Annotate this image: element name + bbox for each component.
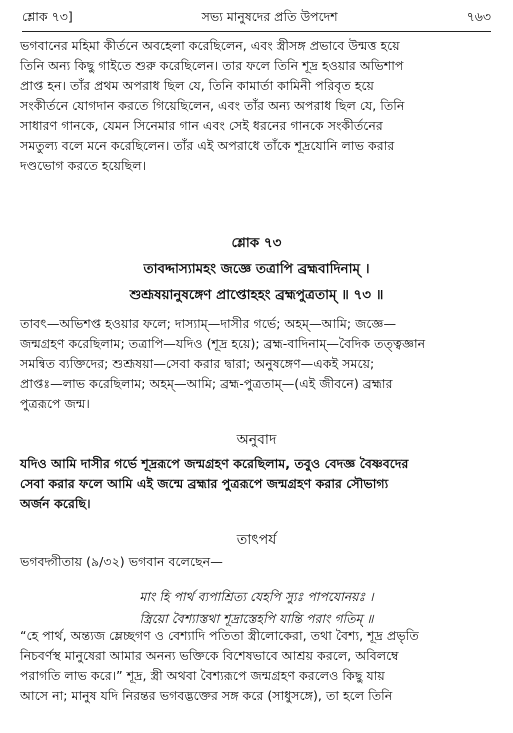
intro-line: প্রাপ্ত হন। তাঁর প্রথম অপরাধ ছিল যে, তিনি কামার্তা কামিনী পরিবৃত হয়ে (20, 78, 374, 93)
header-chapter-title: সভ্য মানুষদের প্রতি উপদেশ (201, 9, 338, 24)
intro-line: সাধারণ গানকে, যেমন সিনেমার গান এবং সেই ধরনের গানকে সংকীর্তনের (20, 118, 383, 133)
translation-title: অনুবাদ (236, 432, 277, 448)
verse-title: শ্লোক ৭৩ (231, 235, 282, 251)
verse-line-1: তাবদ্দাস্যামহং জজ্ঞে তত্রাপি ব্রহ্মবাদিনাম্ । (143, 261, 370, 277)
intro-line: দণ্ডভোগ করতে হয়েছিল। (20, 158, 147, 173)
gita-sloka-line-1: মাং হি পার্থ ব্যপাশ্রিত্য যেহপি স্যুঃ পাপযোনয়ঃ । (139, 588, 374, 604)
purport-title: তাৎপর্য (236, 532, 277, 548)
intro-line: সমতুল্য বলে মনে করেছিলেন। তাঁর এই অপরাধে তাঁকে শূদ্রযোনি লাভ করার (20, 138, 395, 153)
purport-lead: ভগবদ্গীতায় (৯/৩২) ভগবান বলেছেন— (20, 554, 223, 569)
translation-line: যদিও আমি দাসীর গর্ভে শূদ্ররূপে জন্মগ্রহণ করেছিলাম, তবুও বেদজ্ঞ বৈষ্ণবদের (20, 456, 409, 471)
purport-line: “হে পার্থ, অন্ত্যজ ম্লেচ্ছগণ ও বেশ্যাদি পতিতা স্ত্রীলোকেরা, তথা বৈশ্য, শূদ্র প্রভৃতি (20, 628, 419, 643)
gita-sloka-line-2: স্ত্রিয়ো বৈশ্যাস্তথা শূদ্রাস্তেহপি যান্তি পরাং গতিম্ ॥ (139, 610, 374, 626)
intro-line: তিনি অন্য কিছু গাইতে শুরু করেছিলেন। তার ফলে তিনি শূদ্র হওয়ার অভিশাপ (20, 58, 404, 73)
page-number: ৭৬৩ (466, 9, 491, 24)
purport-line: পরাগতি লাভ করে।” শূদ্র, স্ত্রী অথবা বৈশ্যরূপে জন্মগ্রহণ করলেও কিছু যায় (20, 668, 385, 683)
header-verse-ref: শ্লোক ৭৩] (22, 9, 73, 24)
synonyms-line: পুত্ররূপে জন্ম। (20, 396, 90, 411)
header-divider (22, 31, 491, 32)
translation-line: সেবা করার ফলে আমি এই জন্মে ব্রহ্মার পুত্ররূপে জন্মগ্রহণ করার সৌভাগ্য (20, 476, 389, 491)
synonyms-line: সমন্বিত ব্যক্তিদের; শুশ্রূষয়া—সেবা করার দ্বারা; অনুষঙ্গেণ—একই সময়ে; (20, 356, 375, 371)
synonyms-line: জন্মগ্রহণ করেছিলাম; তত্রাপি—যদিও (শূদ্র হয়ে); ব্রহ্ম-বাদিনাম্—বৈদিক তত্ত্বজ্ঞান (20, 336, 426, 351)
synonyms-line: প্রাপ্তঃ—লাভ করেছিলাম; অহম্—আমি; ব্রহ্ম-পুত্রতাম্—(এই জীবনে) ব্রহ্মার (20, 376, 393, 391)
translation-line: অর্জন করেছি। (20, 496, 91, 511)
purport-line: আসে না; মানুষ যদি নিরন্তর ভগবদ্ভক্তের সঙ্গ করে (সাধুসঙ্গে), তা হলে তিনি (20, 688, 393, 703)
purport-line: নিচবর্ণস্থ মানুষেরা আমার অনন্য ভক্তিকে বিশেষভাবে আশ্রয় করলে, অবিলম্বে (20, 648, 399, 663)
intro-line: সংকীর্তনে যোগদান করতে গিয়েছিলেন, এবং তাঁর অন্য অপরাধ ছিল যে, তিনি (20, 98, 405, 113)
intro-line: ভগবানের মহিমা কীর্তনে অবহেলা করেছিলেন, এবং স্ত্রীসঙ্গ প্রভাবে উন্মত্ত হয়ে (20, 38, 400, 53)
running-header (22, 8, 491, 30)
verse-line-2: শুশ্রূষয়ানুষঙ্গেণ প্রাপ্তোহহং ব্রহ্মপুত্রতাম্ ॥ ৭৩ ॥ (129, 287, 384, 303)
synonyms-line: তাবৎ—অভিশপ্ত হওয়ার ফলে; দাস্যাম্—দাসীর গর্ভে; অহম্—আমি; জজ্ঞে— (20, 316, 397, 331)
